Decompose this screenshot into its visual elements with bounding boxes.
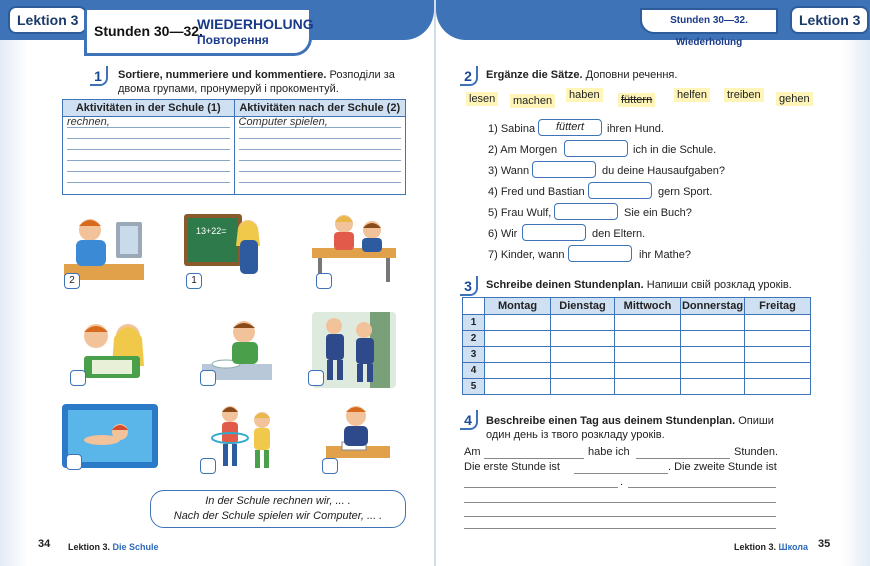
answer-checkbox[interactable] (70, 370, 86, 386)
timetable-cell[interactable] (551, 315, 615, 331)
footer (68, 542, 159, 552)
writing-word-am: Am (464, 446, 481, 458)
svg-text:13+22=: 13+22= (196, 226, 227, 236)
writing-line[interactable] (464, 516, 776, 517)
row-number: 1 (463, 315, 485, 331)
timetable-cell[interactable] (485, 315, 551, 331)
answer-line[interactable]: rechnen, (67, 117, 230, 128)
day-header: Montag (485, 298, 551, 315)
timetable-cell[interactable] (551, 363, 615, 379)
writing-line[interactable] (464, 502, 776, 503)
sentence-6-end: den Eltern. (592, 228, 646, 240)
left-page (0, 0, 434, 566)
task-number: 4 (460, 410, 478, 430)
timetable-cell[interactable] (681, 331, 745, 347)
answer-blank[interactable] (554, 203, 618, 220)
activities-table (62, 99, 406, 195)
timetable-cell[interactable] (485, 347, 551, 363)
day-header: Mittwoch (615, 298, 681, 315)
task2-instruction (486, 68, 677, 82)
writing-line[interactable] (628, 487, 776, 488)
word-chip: helfen (674, 88, 710, 102)
task3-bold: Schreibe deinen Stundenplan. (486, 279, 644, 291)
sentence-2-end: ich in die Schule. (633, 144, 717, 156)
task-number: 2 (460, 66, 478, 86)
ukrainian-title: Повторення (197, 33, 269, 47)
sentence-4-start: 4) Fred und Bastian (488, 186, 585, 198)
timetable-cell[interactable] (615, 379, 681, 395)
writing-line[interactable] (574, 473, 668, 474)
timetable-cell[interactable] (615, 347, 681, 363)
col-header-after-school: Aktivitäten nach der Schule (2) (234, 100, 406, 117)
day-header: Donnerstag (681, 298, 745, 315)
timetable-cell[interactable] (681, 363, 745, 379)
sentence-5-end: Sie ein Buch? (624, 207, 692, 219)
writing-word-habe: habe ich (588, 446, 630, 458)
timetable-cell[interactable] (681, 379, 745, 395)
timetable-cell[interactable] (485, 379, 551, 395)
footer-lektion: Lektion 3. (68, 542, 111, 552)
lektion-badge: Lektion 3 (790, 6, 869, 34)
task1-bold: Sortiere, nummeriere und kommentiere. (118, 69, 327, 81)
sentence-4-end: gern Sport. (658, 186, 713, 198)
timetable-cell[interactable] (485, 331, 551, 347)
task3-instruction (486, 278, 792, 292)
boys-walking-picture (312, 312, 396, 388)
task4-text-2: один день із твого розкладу уроків. (486, 429, 665, 441)
timetable-cell[interactable] (681, 347, 745, 363)
timetable-cell[interactable] (615, 363, 681, 379)
footer (734, 542, 808, 552)
task1-instruction (118, 68, 414, 96)
answer-blank[interactable] (568, 245, 632, 262)
sentence-2-start: 2) Am Morgen (488, 144, 558, 156)
sentence-6-start: 6) Wir (488, 228, 518, 240)
answer-checkbox[interactable]: 1 (186, 273, 202, 289)
task2-bold: Ergänze die Sätze. (486, 69, 583, 81)
timetable-cell[interactable] (551, 347, 615, 363)
word-chip-used: füttern (618, 93, 655, 107)
task4-bold: Beschreibe einen Tag aus deinem Stundenplan. (486, 415, 736, 427)
word-chip: haben (566, 88, 603, 102)
timetable-cell[interactable] (485, 363, 551, 379)
sentence-3-end: du deine Hausaufgaben? (602, 165, 725, 177)
row-number: 5 (463, 379, 485, 395)
wiederholung-title: WIEDERHOLUNG (197, 16, 314, 32)
row-number: 3 (463, 347, 485, 363)
sentence-5-start: 5) Frau Wulf, (488, 207, 552, 219)
day-header: Freitag (745, 298, 811, 315)
answer-checkbox[interactable] (308, 370, 324, 386)
timetable (462, 297, 811, 395)
answer-checkbox[interactable] (316, 273, 332, 289)
row-number: 2 (463, 331, 485, 347)
col-header-school: Aktivitäten in der Schule (1) (63, 100, 235, 117)
answer-line[interactable]: Computer spielen, (239, 117, 402, 128)
answer-checkbox[interactable] (66, 454, 82, 470)
timetable-cell[interactable] (745, 379, 811, 395)
timetable-cell[interactable] (745, 347, 811, 363)
bubble-line-1: In der Schule rechnen wir, ... . (205, 495, 351, 507)
bubble-line-2: Nach der Schule spielen wir Computer, ... . (173, 510, 383, 522)
task2-text: Доповни речення. (585, 69, 678, 81)
sentence-7-end: ihr Mathe? (639, 249, 691, 261)
task1-text: Розподіли за двома групами, пронумеруй і прокоментуй. (118, 69, 395, 95)
sentence-1-end: ihren Hund. (607, 123, 664, 135)
lesson-title: Stunden 30—32. (94, 23, 203, 39)
answer-checkbox[interactable]: 2 (64, 273, 80, 289)
footer-lektion: Lektion 3. (734, 542, 777, 552)
task4-instruction (486, 414, 816, 442)
writing-word-zweite: . Die zweite Stunde ist (668, 461, 777, 473)
word-chip: gehen (776, 92, 813, 106)
writing-line[interactable] (484, 458, 584, 459)
answer-checkbox[interactable] (200, 370, 216, 386)
sentence-1-start: 1) Sabina (488, 123, 536, 135)
task-number: 1 (90, 66, 108, 86)
footer-topic: Школа (778, 542, 808, 552)
writing-line[interactable] (636, 458, 730, 459)
timetable-cell[interactable] (745, 331, 811, 347)
answer-blank[interactable] (564, 140, 628, 157)
right-page (436, 0, 870, 566)
answer-checkbox[interactable] (200, 458, 216, 474)
answer-blank[interactable]: füttert (538, 119, 602, 136)
word-chip: treiben (724, 88, 764, 102)
answer-blank[interactable] (588, 182, 652, 199)
writing-word-stunden: Stunden. (734, 446, 779, 458)
writing-line[interactable] (464, 528, 776, 529)
writing-dot: . (620, 476, 624, 488)
day-header: Dienstag (551, 298, 615, 315)
cell-after-school[interactable] (234, 117, 406, 195)
task3-text: Напиши свій розклад уроків. (646, 279, 792, 291)
lektion-badge: Lektion 3 (8, 6, 87, 34)
speech-bubble (150, 490, 406, 528)
footer-topic: Die Schule (112, 542, 159, 552)
task-number: 3 (460, 276, 478, 296)
writing-word-erste: Die erste Stunde ist (464, 461, 560, 473)
timetable-cell[interactable] (551, 331, 615, 347)
page-number: 34 (38, 538, 51, 550)
sentence-7-start: 7) Kinder, wann (488, 249, 565, 261)
word-chip: lesen (466, 92, 498, 106)
sentence-3-start: 3) Wann (488, 165, 530, 177)
timetable-cell[interactable] (745, 363, 811, 379)
timetable-cell[interactable] (745, 315, 811, 331)
timetable-cell[interactable] (681, 315, 745, 331)
answer-blank[interactable] (532, 161, 596, 178)
row-number: 4 (463, 363, 485, 379)
cell-school[interactable] (63, 117, 235, 195)
answer-blank[interactable] (522, 224, 586, 241)
word-chip: machen (510, 94, 555, 108)
timetable-cell[interactable] (615, 315, 681, 331)
task4-text-1: Опиши (738, 415, 774, 427)
timetable-cell[interactable] (615, 331, 681, 347)
writing-line[interactable] (464, 487, 618, 488)
page-number: 35 (818, 538, 831, 550)
header-title: Stunden 30—32. Wiederholung (640, 8, 778, 34)
answer-checkbox[interactable] (322, 458, 338, 474)
timetable-cell[interactable] (551, 379, 615, 395)
